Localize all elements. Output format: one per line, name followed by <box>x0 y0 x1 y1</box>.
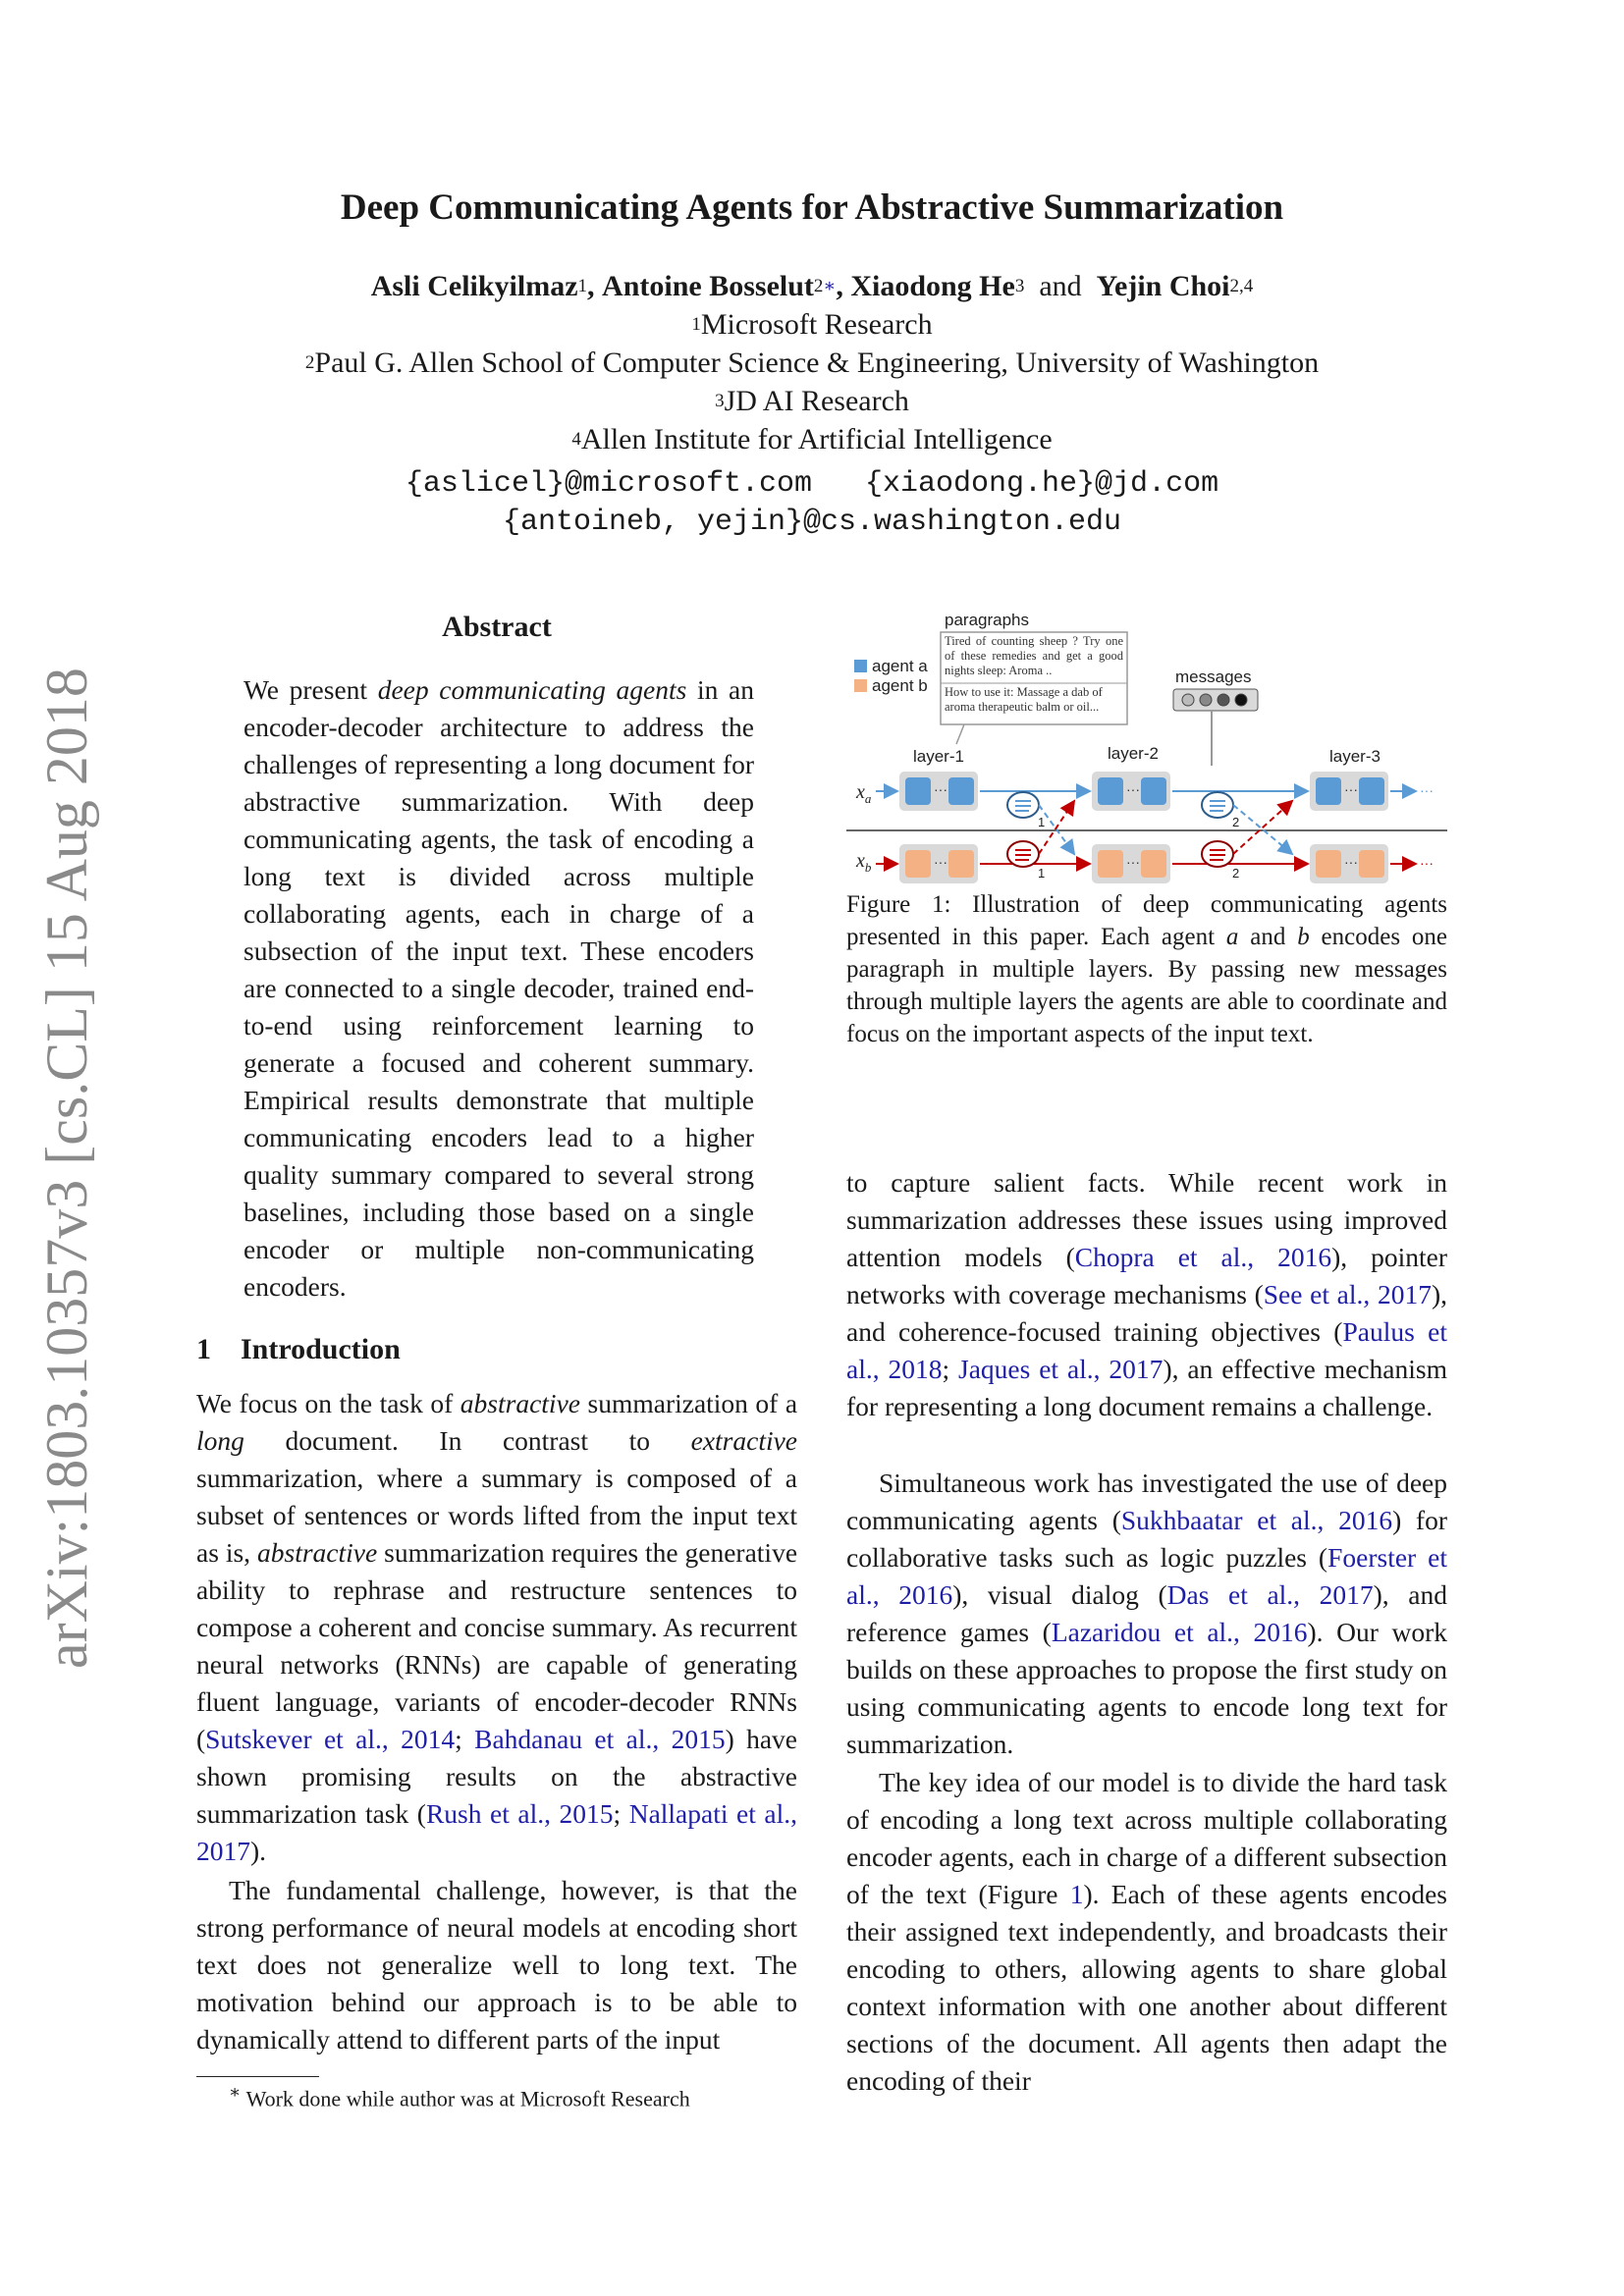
message-bubble-a-2 <box>1202 792 1233 818</box>
input-label: $x_a$ <box>856 781 872 806</box>
author-sup: 3 <box>1014 276 1025 296</box>
figure-reference-link[interactable]: 1 <box>1069 1879 1084 1909</box>
message-index: 2 <box>1232 815 1240 829</box>
paragraphs-label: paragraphs <box>945 611 1030 629</box>
message-bubble-b-1 <box>1007 841 1039 867</box>
svg-text:···: ··· <box>1344 781 1358 797</box>
intro-paragraph: We focus on the task of abstractive summarization of a long document. In contrast to extractive summarization, where a summary is composed of a subset of sentences or words lifted from the input text as is, abstractive summarization requires the generative ability to rephrase and restructure sentences to compose a coherent and concise summary. As recurrent neural networks (RNNs) are capable of generating fluent language, variants of encoder-decoder RNNs (Sutskever et al., 2014; Bahdanau et al., 2015) have shown promising results on the abstractive summarization task (Rush et al., 2015; Nallapati et al., 2017). <box>196 1388 798 1866</box>
body-paragraph: The key idea of our model is to divide the hard task of encoding a long text across multiple collaborating encoder agents, each in charge of a different subsection of the text (Figure 1). Each of these agents encodes their assigned text independently, and broadcasts their encoding to others, allowing agents to share global context information with one another about different sections of the document. All agents then adapt the encoding of their <box>846 1767 1447 2096</box>
affiliation <box>0 347 1624 380</box>
agent-b-layer-2 <box>1092 844 1170 883</box>
paragraph-pointer <box>956 724 964 744</box>
affiliation-text: Allen Institute for Artificial Intelligence <box>580 423 1053 455</box>
abstract-text: We present <box>244 674 368 705</box>
section-number: 1 <box>196 1333 211 1365</box>
input-label: $x_b$ <box>856 850 872 875</box>
legend-label-agent-b: agent b <box>872 676 928 695</box>
author-name: Asli Celikyilmaz <box>370 270 578 302</box>
svg-text:···: ··· <box>1420 855 1434 871</box>
abstract-heading: Abstract <box>442 611 552 643</box>
svg-text:···: ··· <box>934 781 947 797</box>
agent-b-layer-3 <box>1310 844 1388 883</box>
abstract-emphasis: deep communicating agents <box>377 674 687 705</box>
svg-text:···: ··· <box>1420 782 1434 798</box>
paragraph-b-text: How to use it: Massage a dab of aroma therapeutic balm or oil... <box>945 685 1103 714</box>
agent-a-layer-1 <box>899 772 978 811</box>
affiliation <box>0 423 1624 456</box>
footnote-rule <box>196 2076 319 2077</box>
message-arrow <box>1039 805 1074 854</box>
citation-link[interactable]: Das et al., 2017 <box>1166 1579 1374 1610</box>
citation-link[interactable]: See et al., 2017 <box>1263 1279 1432 1309</box>
author-footnote-mark[interactable]: ∗ <box>823 276 837 296</box>
message-index: 1 <box>1038 815 1046 829</box>
abstract-body <box>244 671 754 1306</box>
citation-link[interactable]: Sutskever et al., 2014 <box>205 1724 456 1754</box>
affiliation <box>0 308 1624 342</box>
footnote-text: Work done while author was at Microsoft Research <box>245 2086 690 2111</box>
affiliation-sup: 1 <box>691 314 701 335</box>
author-connector: and <box>1039 270 1082 302</box>
paper-title: Deep Communicating Agents for Abstractive Summarization <box>340 187 1284 228</box>
affiliation-sup: 2 <box>304 352 315 373</box>
footnote <box>229 2082 690 2111</box>
agent-b-layer-1 <box>899 844 978 883</box>
author-name: Yejin Choi <box>1096 270 1230 302</box>
agent-a-layer-2 <box>1092 772 1170 811</box>
citation-link[interactable]: Rush et al., 2015 <box>425 1798 614 1829</box>
abstract-text: in an encoder-decoder architecture to address the challenges of representing a long document for abstractive summarization. With deep communicating agents, the task of encoding a long text is divided across multiple collaborating agents, each in charge of a subsection of the input text. These encoders are connected to a single decoder, trained end-to-end using reinforcement learning to generate a focused and coherent summary. Empirical results demonstrate that multiple communicating encoders lead to a higher quality summary compared to several strong baselines, including those based on a single encoder or multiple non-communicating encoders. <box>244 674 755 1302</box>
legend-label-agent-a: agent a <box>872 657 928 675</box>
citation-link[interactable]: Chopra et al., 2016 <box>1074 1242 1332 1272</box>
author-sup: 2,4 <box>1229 276 1254 296</box>
citation-link[interactable]: Bahdanau et al., 2015 <box>474 1724 726 1754</box>
figure-1-diagram <box>846 609 1447 885</box>
arxiv-identifier: arXiv:1803.10357v3 [cs.CL] 15 Aug 2018 <box>34 667 99 1669</box>
email[interactable]: {antoineb, yejin}@cs.washington.edu <box>502 506 1122 539</box>
layer-label: layer-2 <box>1108 744 1159 763</box>
affiliation-sup: 3 <box>715 391 725 411</box>
svg-text:···: ··· <box>1126 854 1140 870</box>
body-paragraph: to capture salient facts. While recent work in summarization addresses these issues using improved attention models (Chopra et al., 2016), pointer networks with coverage mechanisms (See et al., 2017), and coherence-focused training objectives (Paulus et al., 2018; Jaques et al., 2017), an effective mechanism for representing a long document remains a challenge. <box>846 1167 1447 1421</box>
svg-text:···: ··· <box>1126 781 1140 797</box>
email[interactable]: {aslicel}@microsoft.com <box>405 467 812 501</box>
footnote-mark: ∗ <box>229 2082 242 2102</box>
author-name: Xiaodong He <box>850 270 1015 302</box>
affiliation <box>0 385 1624 418</box>
affiliation-sup: 4 <box>571 429 581 450</box>
citation-link[interactable]: Jaques et al., 2017 <box>958 1354 1164 1384</box>
affiliation-text: JD AI Research <box>724 385 909 417</box>
layer-label: layer-3 <box>1329 747 1380 766</box>
legend-swatch-agent-b <box>854 679 867 692</box>
citation-link[interactable]: Paulus et al., 2018 <box>846 1316 1447 1384</box>
svg-text:···: ··· <box>934 854 947 870</box>
message-arrow <box>1233 801 1292 854</box>
message-index: 1 <box>1038 866 1046 881</box>
author-list: Asli Celikyilmaz$^1$, Antoine Bosselut$^{2∗}$, Xiaodong He$^3$ and Yejin Choi$^{2,4}$ <box>370 270 1254 302</box>
figure-caption: Figure 1: Illustration of deep communicating agents presented in this paper. Each agent a and b encodes one paragraph in multiple layers. By passing new messages through multiple layers the agents are able to coordinate and focus on the important aspects of the input text. <box>846 891 1448 1047</box>
author-name: Antoine Bosselut <box>602 270 814 302</box>
citation-link[interactable]: Foerster et al., 2016 <box>846 1542 1447 1610</box>
body-paragraph: Simultaneous work has investigated the use of deep communicating agents (Sukhbaatar et al., 2016) for collaborative tasks such as logic puzzles (Foerster et al., 2016), visual dialog (Das et al., 2017), and reference games (Lazaridou et al., 2016). Our work builds on these approaches to propose the first study on using communicating agents to encode long text for summarization. <box>846 1468 1448 1759</box>
author-sup: 2 <box>813 276 824 296</box>
layer-label: layer-1 <box>913 747 964 766</box>
svg-text:···: ··· <box>1344 854 1358 870</box>
affiliation-text: Paul G. Allen School of Computer Science & Engineering, University of Washington <box>314 347 1320 379</box>
agent-a-layer-3 <box>1310 772 1388 811</box>
citation-link[interactable]: Nallapati et al., 2017 <box>196 1798 797 1866</box>
intro-paragraph: The fundamental challenge, however, is that the strong performance of neural models at encoding short text does not generalize well to long text. The motivation behind our approach is to be able to dynamically attend to different parts of the input <box>196 1875 797 2055</box>
author-sup: 1 <box>577 276 588 296</box>
message-index: 2 <box>1232 866 1240 881</box>
messages-label: messages <box>1175 667 1252 686</box>
email-line <box>0 506 1624 539</box>
affiliation-text: Microsoft Research <box>700 308 933 341</box>
message-bubble-b-2 <box>1202 841 1233 867</box>
email[interactable]: {xiaodong.he}@jd.com <box>865 467 1219 501</box>
message-bubble-a-1 <box>1007 792 1039 818</box>
citation-link[interactable]: Sukhbaatar et al., 2016 <box>1120 1505 1393 1535</box>
citation-link[interactable]: Lazaridou et al., 2016 <box>1051 1617 1308 1647</box>
legend-swatch-agent-a <box>854 660 867 672</box>
email-line <box>0 467 1624 501</box>
section-title: Introduction <box>241 1333 401 1365</box>
paragraph-a-text: Tired of counting sheep ? Try one of these remedies and get a good nights sleep: Aroma .. <box>945 634 1123 677</box>
section-heading <box>196 1333 401 1366</box>
